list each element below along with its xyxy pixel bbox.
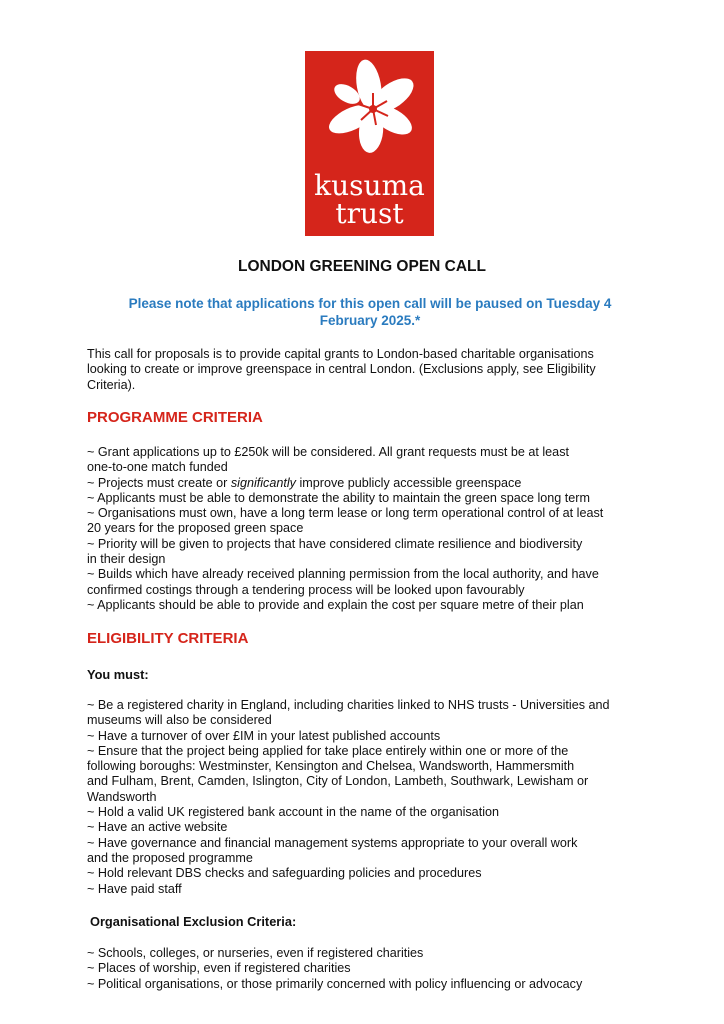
programme-criteria-heading: PROGRAMME CRITERIA	[87, 409, 263, 426]
exclusion-line: ~ Schools, colleges, or nurseries, even if registered charities	[87, 946, 424, 960]
exclusion-list	[87, 946, 662, 992]
criteria-line: in their design	[87, 552, 166, 567]
kusuma-trust-logo	[305, 51, 434, 236]
eligibility-criteria-heading: ELIGIBILITY CRITERIA	[87, 630, 249, 647]
eligibility-line: Wandsworth	[87, 789, 157, 804]
programme-criteria-list	[87, 445, 662, 613]
exclusion-line: ~ Places of worship, even if registered charities	[87, 961, 351, 976]
criteria-line: ~ Priority will be given to projects that have considered climate resilience and biodiversity	[87, 536, 583, 551]
criteria-line: ~ Builds which have already received planning permission from the local authority, and have	[87, 567, 599, 582]
intro-line: Criteria).	[87, 377, 136, 392]
eligibility-line: ~ Be a registered charity in England, including charities linked to NHS trusts - Universities and	[87, 698, 610, 712]
exclusion-line: ~ Political organisations, or those primarily concerned with policy influencing or advocacy	[87, 976, 583, 991]
pause-notice: Please note that applications for this open call will be paused on Tuesday 4 February 2025.*	[128, 296, 612, 328]
eligibility-line: ~ Hold a valid UK registered bank account in the name of the organisation	[87, 805, 499, 820]
criteria-line: 20 years for the proposed green space	[87, 521, 304, 536]
criteria-line: ~ Grant applications up to £250k will be considered. All grant requests must be at least	[87, 445, 569, 459]
page-title: LONDON GREENING OPEN CALL	[237, 258, 486, 275]
eligibility-line: and the proposed programme	[87, 850, 253, 865]
eligibility-line: ~ Have governance and financial management systems appropriate to your overall work	[87, 835, 578, 850]
eligibility-line: following boroughs: Westminster, Kensington and Chelsea, Wandsworth, Hammersmith	[87, 759, 575, 774]
logo-text-trust: trust	[335, 197, 404, 230]
eligibility-line: ~ Have an active website	[87, 820, 228, 835]
criteria-line: ~ Organisations must own, have a long term lease or long term operational control of at least	[87, 506, 604, 521]
eligibility-line: ~ Have paid staff	[87, 881, 182, 896]
criteria-line: confirmed costings through a tendering process will be looked upon favourably	[87, 582, 525, 597]
you-must-label: You must:	[87, 667, 149, 682]
flower-icon	[305, 51, 434, 171]
criteria-line: ~ Applicants should be able to provide and explain the cost per square metre of their plan	[87, 597, 584, 612]
intro-line: This call for proposals is to provide capital grants to London-based charitable organisations	[87, 347, 594, 361]
eligibility-line: and Fulham, Brent, Camden, Islington, City of London, Lambeth, Southwark, Lewisham or	[87, 774, 589, 789]
eligibility-line: ~ Hold relevant DBS checks and safeguarding policies and procedures	[87, 866, 482, 881]
logo-text-kusuma: kusuma	[314, 169, 425, 202]
eligibility-line: ~ Have a turnover of over £IM in your latest published accounts	[87, 728, 441, 743]
criteria-line: ~ Projects must create or significantly improve publicly accessible greenspace	[87, 475, 522, 490]
eligibility-line: ~ Ensure that the project being applied for take place entirely within one or more of the	[87, 743, 569, 758]
exclusion-criteria-heading: Organisational Exclusion Criteria:	[90, 914, 297, 929]
intro-line: looking to create or improve greenspace in central London. (Exclusions apply, see Eligibility	[87, 362, 596, 377]
intro-paragraph	[87, 347, 662, 393]
eligibility-line: museums will also be considered	[87, 713, 272, 728]
criteria-line: one-to-one match funded	[87, 460, 228, 475]
criteria-line: ~ Applicants must be able to demonstrate the ability to maintain the green space long term	[87, 490, 590, 505]
eligibility-list	[87, 698, 662, 897]
